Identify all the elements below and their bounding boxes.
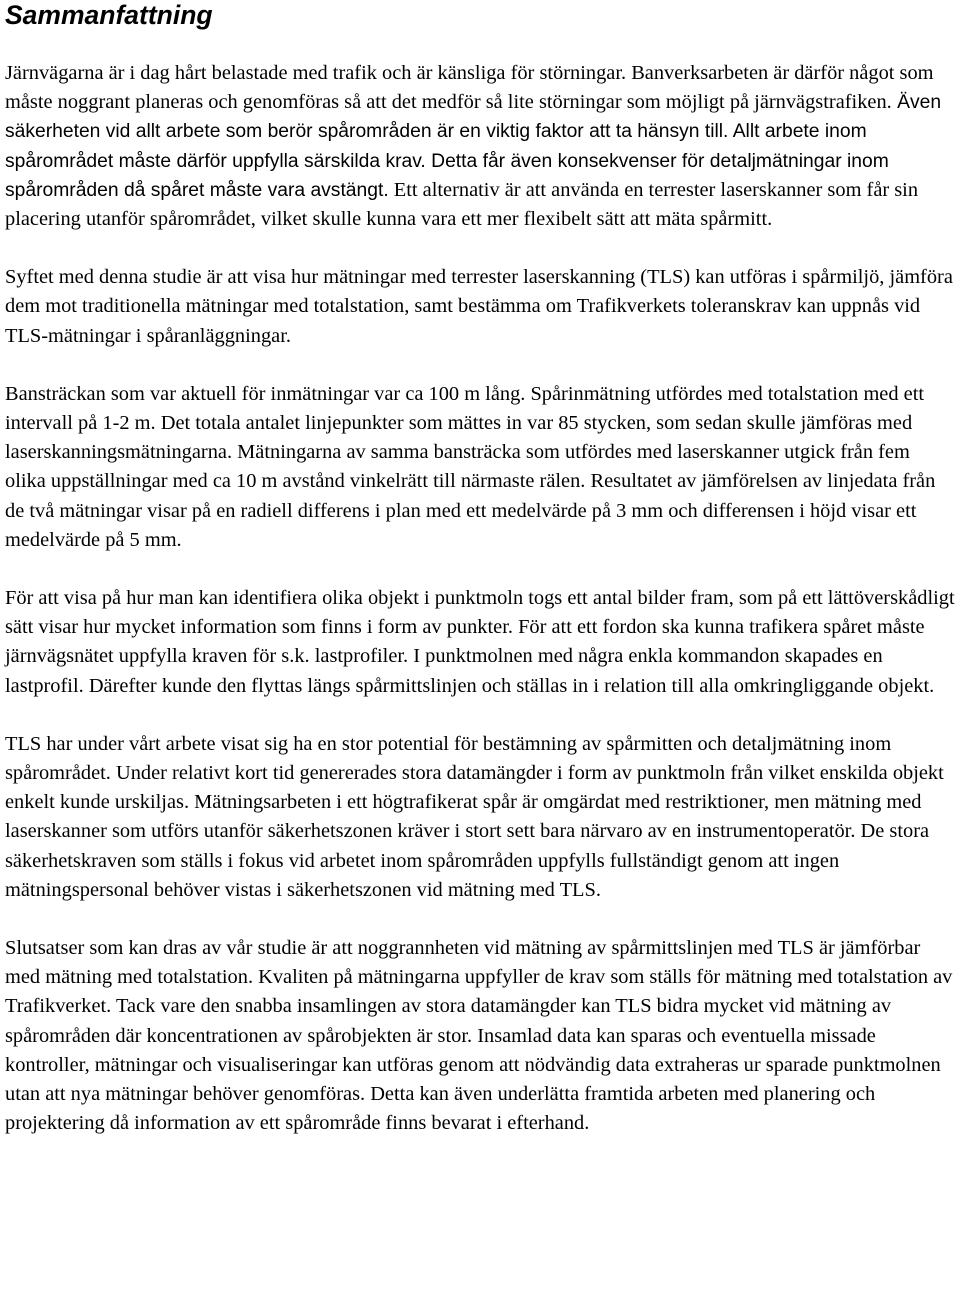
paragraph-intro-part-3: Ett alternativ är att använda en terrester laserskanner som får sin placering utanför spårområdet, vilket skulle kunna vara ett mer flexibelt sätt att mäta spårmitt.	[5, 178, 919, 231]
paragraph-conclusions: Slutsatser som kan dras av vår studie är att noggrannheten vid mätning av spårmittslinjen med TLS är jämförbar med mätning med totalstation. Kvaliten på mätningarna uppfyller de krav som ställs för mätning med totalstation av Trafikverket. Tack vare den snabba insamlingen av stora datamängder kan TLS bidra mycket vid mätning av spårområden där koncentrationen av spårobjekten är stor. Insamlad data kan sparas och eventuella missade kontroller, mätningar och visualiseringar kan utföras genom att nödvändig data extraheras ur sparade punktmolnen utan att nya mätningar behöver genomföras. Detta kan även underlätta framtida arbeten med planering och projektering då information av ett spårområde finns bevarat i efterhand.	[5, 937, 953, 1135]
paragraph-intro-part-1: Järnvägarna är i dag hårt belastade med trafik och är känsliga för störningar. Banverksarbeten är därför något som måste noggrant planeras och genomföras så att det medför så lite störningar som möjligt på järnvägstrafiken.	[5, 62, 934, 114]
paragraph-method: Bansträckan som var aktuell för inmätningar var ca 100 m lång. Spårinmätning utfördes med totalstation med ett intervall på 1-2 m. Det totala antalet linjepunkter som mättes in var 85 stycken, som sedan skulle jämföras med laserskanningsmätningarna. Mätningarna av samma bansträcka som utfördes med laserskanner utgick från fem olika uppställningar med ca 10 m avstånd vinkelrätt till närmaste rälen. Resultatet av jämförelsen av linjedata från de två mätningar visar på en radiell differens i plan med ett medelvärde på 3 mm och differensen i höjd visar ett medelvärde på 5 mm.	[5, 382, 936, 551]
paragraph-intro	[5, 59, 955, 234]
paragraph-intro-part-2: Även säkerheten vid allt arbete som berör spårområden är en viktig faktor att ta hänsyn till. Allt arbete inom spårområdet måste därför uppfylla särskilda krav. Detta får även konsekvenser för detaljmätningar inom spårområden då spåret måste vara avstängt.	[5, 92, 942, 201]
paragraph-potential: TLS har under vårt arbete visat sig ha en stor potential för bestämning av spårmitten och detaljmätning inom spårområdet. Under relativt kort tid genererades stora datamängder i form av punktmoln från vilket enskilda objekt enkelt kunde urskiljas. Mätningsarbeten i ett högtrafikerat spår är omgärdat med restriktioner, men mätning med laserskanner som utförs utanför säkerhetszonen kräver i stort sett bara närvaro av en instrumentoperatör. De stora säkerhetskraven som ställs i fokus vid arbetet inom spårområden uppfylls fullständigt genom att ingen mätningspersonal behöver vistas i säkerhetszonen vid mätning med TLS.	[5, 732, 944, 901]
page-title: Sammanfattning	[5, 0, 213, 30]
paragraph-purpose: Syftet med denna studie är att visa hur mätningar med terrester laserskanning (TLS) kan utföras i spårmiljö, jämföra dem mot traditionella mätningar med totalstation, samt bestämma om Trafikverkets toleranskrav kan uppnås vid TLS-mätningar i spåranläggningar.	[5, 266, 953, 347]
paragraph-objects: För att visa på hur man kan identifiera olika objekt i punktmoln togs ett antal bilder fram, som på ett lättöverskådligt sätt visar hur mycket information som finns i form av punkter. För att ett fordon ska kunna trafikera spåret måste järnvägsnätet uppfylla kraven för s.k. lastprofiler. I punktmolnen med några enkla kommandon skapades en lastprofil. Därefter kunde den flyttas längs spårmittslinjen och ställas in i relation till alla omkringliggande objekt.	[5, 587, 955, 697]
